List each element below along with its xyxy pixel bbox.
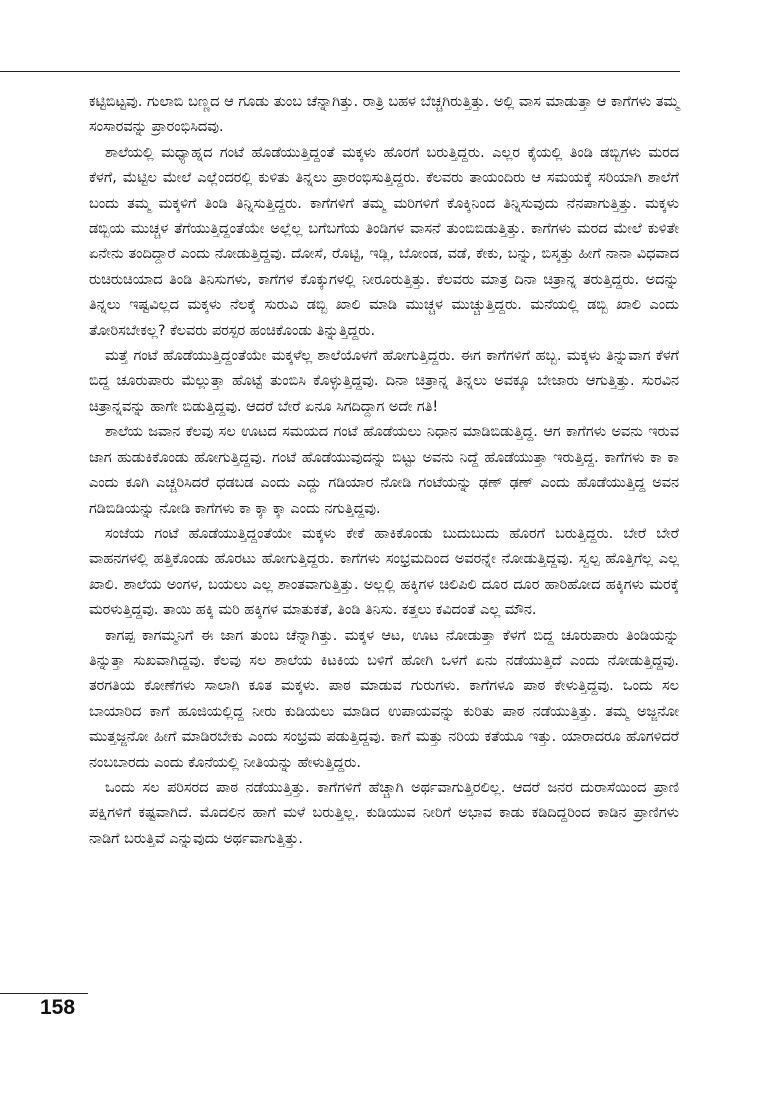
paragraph: ಶಾಲೆಯ ಜವಾನ ಕೆಲವು ಸಲ ಊಟದ ಸಮಯದ ಗಂಟೆ ಹೊಡೆಯಲು ನಿಧಾನ ಮಾಡಿಬಿಡುತ್ತಿದ್ದ. ಆಗ ಕಾಗೆಗಳು ಅವನು ಇರುವ ಜಾಗ ಹುಡುಕಿಕೊಂಡು ಹೋಗುತ್ತಿದ್ದವು. ಗಂಟೆ ಹೊಡೆಯುವುದನ್ನು ಬಿಟ್ಟು ಅವನು ನಿದ್ದೆ ಹೊಡೆಯುತ್ತಾ ಇರುತ್ತಿದ್ದ. ಕಾಗೆಗಳು ಕಾ ಕಾ ಎಂದು ಕೂಗಿ ಎಚ್ಚರಿಸಿದರೆ ಧಡಬಡ ಎಂದು ಎದ್ದು ಗಡಿಯಾರ ನೋಡಿ ಗಂಟೆಯನ್ನು ಢಣ್ ಢಣ್ ಎಂದು ಹೊಡೆಯುತ್ತಿದ್ದ ಅವನ ಗಡಿಬಿಡಿಯನ್ನು ನೋಡಿ ಕಾಗೆಗಳು ಕಾ ಕ್ಕಾ ಕ್ಕಾ ಎಂದು ನಗುತ್ತಿದ್ದವು.	[89, 424, 679, 517]
page-number: 158	[40, 996, 76, 1019]
paragraph: ಕಾಗಪ್ಪ ಕಾಗಮ್ಮನಿಗೆ ಈ ಜಾಗ ತುಂಬ ಚೆನ್ನಾಗಿತ್ತು. ಮಕ್ಕಳ ಆಟ, ಊಟ ನೋಡುತ್ತಾ ಕೆಳಗೆ ಬಿದ್ದ ಚೂರುಪಾರು ತಿಂಡಿಯನ್ನು ತಿನ್ನುತ್ತಾ ಸುಖವಾಗಿದ್ದವು. ಕೆಲವು ಸಲ ಶಾಲೆಯ ಕಿಟಕಿಯ ಬಳಿಗೆ ಹೋಗಿ ಒಳಗೆ ಏನು ನಡೆಯುತ್ತಿದೆ ಎಂದು ನೋಡುತ್ತಿದ್ದವು. ತರಗತಿಯ ಕೋಣೆಗಳು ಸಾಲಾಗಿ ಕೂತ ಮಕ್ಕಳು. ಪಾಠ ಮಾಡುವ ಗುರುಗಳು. ಕಾಗೆಗಳೂ ಪಾಠ ಕೇಳುತ್ತಿದ್ದವು. ಒಂದು ಸಲ ಬಾಯಾರಿದ ಕಾಗೆ ಹೂಜಿಯಲ್ಲಿದ್ದ ನೀರು ಕುಡಿಯಲು ಮಾಡಿದ ಉಪಾಯವನ್ನು ಕುರಿತು ಪಾಠ ನಡೆಯುತ್ತಿತ್ತು. ತಮ್ಮ ಅಜ್ಜನೋ ಮುತ್ತಜ್ಜನೋ ಹೀಗೆ ಮಾಡಿರಬೇಕು ಎಂದು ಸಂಭ್ರಮ ಪಡುತ್ತಿದ್ದವು. ಕಾಗೆ ಮತ್ತು ನರಿಯ ಕತೆಯೂ ಇತ್ತು. ಯಾರಾದರೂ ಹೊಗಳಿದರೆ ನಂಬಬಾರದು ಎಂದು ಕೊನೆಯಲ್ಲಿ ನೀತಿಯನ್ನು ಹೇಳುತ್ತಿದ್ದರು.	[89, 627, 679, 771]
paragraph: ಶಾಲೆಯಲ್ಲಿ ಮಧ್ಯಾಹ್ನದ ಗಂಟೆ ಹೊಡೆಯುತ್ತಿದ್ದಂತೆ ಮಕ್ಕಳು ಹೊರಗೆ ಬರುತ್ತಿದ್ದರು. ಎಲ್ಲರ ಕೈಯಲ್ಲಿ ತಿಂಡಿ ಡಬ್ಬಿಗಳು ಮರದ ಕೆಳಗೆ, ಮೆಟ್ಟಿಲ ಮೇಲೆ ಎಲ್ಲೆಂದರಲ್ಲಿ ಕುಳಿತು ತಿನ್ನಲು ಪ್ರಾರಂಭಿಸುತ್ತಿದ್ದರು. ಕೆಲವರು ತಾಯಂದಿರು ಆ ಸಮಯಕ್ಕೆ ಸರಿಯಾಗಿ ಶಾಲೆಗೆ ಬಂದು ತಮ್ಮ ಮಕ್ಕಳಿಗೆ ತಿಂಡಿ ತಿನ್ನಿಸುತ್ತಿದ್ದರು. ಕಾಗೆಗಳಿಗೆ ತಮ್ಮ ಮರಿಗಳಿಗೆ ಕೊಕ್ಕಿನಿಂದ ತಿನ್ನಿಸುವುದು ನೆನಪಾಗುತ್ತಿತ್ತು. ಮಕ್ಕಳು ಡಬ್ಬಿಯ ಮುಚ್ಚಳ ತೆಗೆಯುತ್ತಿದ್ದಂತೆಯೇ ಅಲ್ಲೆಲ್ಲ ಬಗೆಬಗೆಯ ತಿಂಡಿಗಳ ವಾಸನೆ ತುಂಬಿಬಿಡುತ್ತಿತ್ತು. ಕಾಗೆಗಳು ಮರದ ಮೇಲೆ ಕುಳಿತೇ ಏನೇನು ತಂದಿದ್ದಾರೆ ಎಂದು ನೋಡುತ್ತಿದ್ದವು. ದೋಸೆ, ರೊಟ್ಟಿ, ಇಡ್ಲಿ, ಬೋಂಡ, ವಡೆ, ಕೇಕು, ಬನ್ನು, ಬಿಸ್ಕತ್ತು ಹೀಗೆ ನಾನಾ ವಿಧವಾದ ರುಚಿರುಚಿಯಾದ ತಿಂಡಿ ತಿನಿಸುಗಳು, ಕಾಗೆಗಳ ಕೊಕ್ಕುಗಳಲ್ಲಿ ನೀರೂರುತ್ತಿತ್ತು. ಕೆಲವರು ಮಾತ್ರ ದಿನಾ ಚಿತ್ರಾನ್ನ ತರುತ್ತಿದ್ದರು. ಅದನ್ನು ತಿನ್ನಲು ಇಷ್ಟವಿಲ್ಲದ ಮಕ್ಕಳು ನೆಲಕ್ಕೆ ಸುರುವಿ ಡಬ್ಬಿ ಖಾಲಿ ಮಾಡಿ ಮುಚ್ಚಳ ಮುಚ್ಚುತ್ತಿದ್ದರು. ಮನೆಯಲ್ಲಿ ಡಬ್ಬಿ ಖಾಲಿ ಎಂದು ತೋರಿಸಬೇಕಲ್ಲ? ಕೆಲವರು ಪರಸ್ಪರ ಹಂಚಿಕೊಂಡು ತಿನ್ನುತ್ತಿದ್ದರು.	[89, 144, 679, 339]
body-text	[89, 90, 679, 852]
footer-rule	[0, 993, 88, 994]
paragraph: ಮತ್ತೆ ಗಂಟೆ ಹೊಡೆಯುತ್ತಿದ್ದಂತೆಯೇ ಮಕ್ಕಳೆಲ್ಲ ಶಾಲೆಯೊಳಗೆ ಹೋಗುತ್ತಿದ್ದರು. ಈಗ ಕಾಗೆಗಳಿಗೆ ಹಬ್ಬ. ಮಕ್ಕಳು ತಿನ್ನುವಾಗ ಕೆಳಗೆ ಬಿದ್ದ ಚೂರುಪಾರು ಮೆಲ್ಲುತ್ತಾ ಹೊಟ್ಟೆ ತುಂಬಿಸಿ ಕೊಳ್ಳುತ್ತಿದ್ದವು. ದಿನಾ ಚಿತ್ರಾನ್ನ ತಿನ್ನಲು ಅವಕ್ಕೂ ಬೇಜಾರು ಆಗುತ್ತಿತ್ತು. ಸುರವಿನ ಚಿತ್ರಾನ್ನವನ್ನು ಹಾಗೇ ಬಿಡುತ್ತಿದ್ದವು. ಆದರೆ ಬೇರೆ ಏನೂ ಸಿಗದಿದ್ದಾಗ ಅದೇ ಗತಿ!	[89, 348, 679, 415]
paragraph: ಸಂಜೆಯ ಗಂಟೆ ಹೊಡೆಯುತ್ತಿದ್ದಂತೆಯೇ ಮಕ್ಕಳು ಕೇಕೆ ಹಾಕಿಕೊಂಡು ಬುದುಬುದು ಹೊರಗೆ ಬರುತ್ತಿದ್ದರು. ಬೇರೆ ಬೇರೆ ವಾಹನಗಳಲ್ಲಿ ಹತ್ತಿಕೊಂಡು ಹೊರಟು ಹೋಗುತ್ತಿದ್ದರು. ಕಾಗೆಗಳು ಸಂಭ್ರಮದಿಂದ ಅವರನ್ನೇ ನೋಡುತ್ತಿದ್ದವು. ಸ್ವಲ್ಪ ಹೊತ್ತಿಗೆಲ್ಲ ಎಲ್ಲ ಖಾಲಿ. ಶಾಲೆಯ ಅಂಗಳ, ಬಯಲು ಎಲ್ಲ ಶಾಂತವಾಗುತ್ತಿತ್ತು. ಅಲ್ಲಲ್ಲಿ ಹಕ್ಕಿಗಳ ಚಿಲಿಪಿಲಿ ದೂರ ದೂರ ಹಾರಿಹೋದ ಹಕ್ಕಿಗಳು ಮರಕ್ಕೆ ಮರಳುತ್ತಿದ್ದವು. ತಾಯಿ ಹಕ್ಕಿ ಮರಿ ಹಕ್ಕಿಗಳ ಮಾತುಕತೆ, ತಿಂಡಿ ತಿನಿಸು. ಕತ್ತಲು ಕವಿದಂತೆ ಎಲ್ಲ ಮೌನ.	[89, 525, 679, 619]
paragraph: ಒಂದು ಸಲ ಪರಿಸರದ ಪಾಠ ನಡೆಯುತ್ತಿತ್ತು. ಕಾಗೆಗಳಿಗೆ ಹೆಚ್ಚಾಗಿ ಅರ್ಥವಾಗುತ್ತಿರಲಿಲ್ಲ. ಆದರೆ ಜನರ ದುರಾಸೆಯಿಂದ ಪ್ರಾಣಿ ಪಕ್ಷಿಗಳಿಗೆ ಕಷ್ಟವಾಗಿದೆ. ಮೊದಲಿನ ಹಾಗೆ ಮಳೆ ಬರುತ್ತಿಲ್ಲ. ಕುಡಿಯುವ ನೀರಿಗೆ ಅಭಾವ ಕಾಡು ಕಡಿದಿದ್ದರಿಂದ ಕಾಡಿನ ಪ್ರಾಣಿಗಳು ನಾಡಿಗೆ ಬರುತ್ತಿವೆ ಎನ್ನುವುದು ಅರ್ಥವಾಗುತ್ತಿತ್ತು.	[89, 779, 679, 847]
paragraph: ಕಟ್ಟಿಬಿಟ್ಟವು. ಗುಲಾಬಿ ಬಣ್ಣದ ಆ ಗೂಡು ತುಂಬ ಚೆನ್ನಾಗಿತ್ತು. ರಾತ್ರಿ ಬಹಳ ಬೆಚ್ಚಗಿರುತ್ತಿತ್ತು. ಅಲ್ಲಿ ವಾಸ ಮಾಡುತ್ತಾ ಆ ಕಾಗೆಗಳು ತಮ್ಮ ಸಂಸಾರವನ್ನು ಪ್ರಾರಂಭಿಸಿದವು.	[89, 94, 679, 136]
header-rule	[0, 71, 680, 72]
